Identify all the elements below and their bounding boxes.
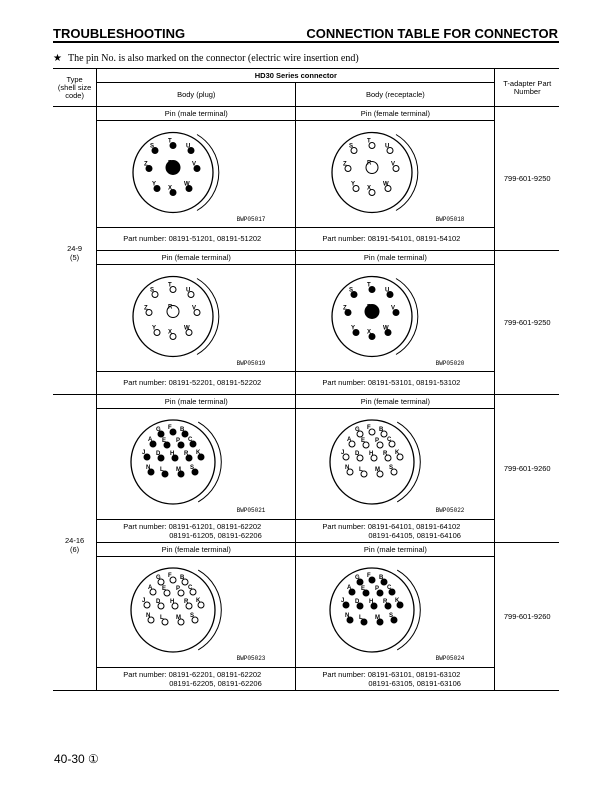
pin-letter: T: [168, 138, 172, 144]
pin-letter: J: [142, 450, 146, 456]
diagram-code: BWP05019: [236, 359, 266, 367]
pin-letter: E: [361, 438, 366, 444]
pin-letter: D: [355, 451, 360, 457]
pin-letter: V: [192, 161, 197, 167]
pin-letter: K: [196, 450, 201, 456]
page-number: 40-30 ①: [54, 752, 99, 766]
pin-letter: K: [395, 598, 400, 604]
pin-letter: R: [184, 451, 189, 457]
connector-shell-edge: [197, 134, 219, 210]
pin-letter: S: [190, 613, 195, 619]
pin-letter: U: [385, 287, 390, 293]
part-number-line: 08191-63105, 08191-63106: [368, 679, 461, 688]
connector-diagram-cell: [97, 557, 296, 668]
pin-letter: W: [383, 325, 390, 331]
part-number-line: 08191-62205, 08191-62206: [169, 679, 262, 688]
pin-letter: C: [387, 585, 392, 591]
pin-label: Pin (female terminal): [97, 543, 296, 557]
connector-shell-edge: [396, 278, 418, 354]
pin-letter: L: [359, 467, 364, 473]
connector-diagram-cell: [296, 265, 495, 372]
pin-letter: W: [184, 325, 190, 331]
pin-letter: N: [345, 465, 350, 471]
connector-diagram: [101, 266, 291, 371]
pin-letter: D: [156, 599, 161, 605]
t-adapter-number: 799-601-9260: [495, 395, 559, 543]
col-receptacle-header: Body (receptacle): [296, 83, 495, 107]
diagram-code: BWP05018: [435, 215, 465, 223]
pin-letter: B: [180, 427, 185, 433]
col-tadapter-header: T-adapter Part Number: [495, 69, 559, 107]
pin-letter: X: [168, 185, 173, 191]
connector-diagram-cell: [296, 557, 495, 668]
pin-letter: F: [168, 425, 172, 431]
connector-diagram-cell: [97, 265, 296, 372]
type-cell: 24-16 (6): [53, 395, 97, 691]
pin-letter: P: [176, 586, 181, 592]
series-header: HD30 Series connector: [97, 69, 495, 83]
diagram-code: BWP05022: [435, 507, 465, 514]
pin-letter: D: [156, 451, 161, 457]
pin-letter: R: [367, 304, 372, 310]
pin-letter: B: [379, 575, 384, 581]
header-rule: [53, 41, 559, 43]
connector-diagram: [300, 266, 490, 371]
pin-letter: M: [375, 615, 381, 621]
connector-diagram-cell: [97, 121, 296, 228]
connector-shell-edge: [398, 422, 421, 502]
pin-letter: Y: [351, 325, 356, 331]
part-number: Part number: 08191-54101, 08191-54102: [296, 228, 495, 251]
connector-diagram: [300, 122, 490, 227]
pin-letter: J: [341, 598, 345, 604]
pin-label: Pin (female terminal): [97, 251, 296, 265]
pin-letter: H: [170, 599, 175, 605]
connector-diagram-cell: [97, 409, 296, 520]
pin-letter: A: [148, 585, 153, 591]
pin-letter: T: [367, 282, 372, 288]
pin-letter: J: [341, 450, 345, 456]
part-number: [296, 668, 495, 691]
connection-table: [53, 68, 559, 691]
pin-letter: A: [347, 437, 352, 443]
pin-letter: F: [367, 425, 372, 431]
diagram-code: BWP05023: [236, 655, 266, 662]
part-number-line: Part number: 08191-63101, 08191-63102: [322, 670, 461, 679]
pin-letter: H: [170, 451, 175, 457]
pin-letter: A: [347, 585, 352, 591]
diagram-code: BWP05020: [435, 359, 465, 367]
pin-letter: G: [355, 427, 361, 433]
pin-letter: F: [168, 573, 172, 579]
type-cell: 24-9 (5): [53, 107, 97, 395]
pin-letter: T: [367, 138, 372, 144]
pin-letter: R: [383, 599, 388, 605]
part-number-line: 08191-61205, 08191-62206: [169, 531, 262, 540]
pin-letter: D: [355, 599, 360, 605]
pin-letter: N: [345, 613, 350, 619]
pin-label: Pin (female terminal): [296, 107, 495, 121]
col-plug-header: Body (plug): [97, 83, 296, 107]
connector-shell-edge: [198, 570, 221, 650]
pin-letter: C: [188, 585, 193, 591]
pin-letter: V: [192, 305, 197, 311]
pin-letter: A: [148, 437, 153, 443]
pin-letter: F: [367, 573, 372, 579]
pin-letter: Z: [343, 161, 348, 167]
pin-letter: Y: [351, 181, 356, 187]
pin-letter: E: [162, 438, 167, 444]
pin-letter: L: [160, 467, 164, 473]
part-number: [97, 668, 296, 691]
connector-diagram: [300, 558, 490, 666]
pin-letter: S: [349, 143, 354, 149]
pin-letter: J: [142, 598, 146, 604]
pin-letter: X: [367, 329, 372, 335]
pin-letter: N: [146, 613, 151, 619]
connector-diagram: [101, 410, 291, 518]
note-text: The pin No. is also marked on the connector (electric wire insertion end): [67, 53, 359, 64]
pin-letter: P: [375, 586, 380, 592]
header-section-title: TROUBLESHOOTING: [53, 26, 186, 41]
header-page-title: CONNECTION TABLE FOR CONNECTOR: [306, 26, 558, 41]
pin-label: Pin (male terminal): [296, 543, 495, 557]
pin-letter: G: [156, 427, 161, 433]
pin-letter: U: [186, 143, 191, 149]
pin-letter: B: [379, 427, 384, 433]
pin-letter: S: [150, 143, 155, 149]
t-adapter-number: 799-601-9260: [495, 543, 559, 691]
pin-letter: R: [383, 451, 388, 457]
pin-letter: M: [176, 615, 182, 621]
pin-letter: B: [180, 575, 185, 581]
pin-letter: W: [383, 181, 390, 187]
pin-letter: Z: [144, 161, 148, 167]
pin-label: Pin (male terminal): [296, 251, 495, 265]
pin-letter: W: [184, 181, 190, 187]
pin-letter: G: [355, 575, 361, 581]
part-number: Part number: 08191-51201, 08191-51202: [97, 228, 296, 251]
connector-shell-edge: [197, 278, 219, 354]
part-number-line: Part number: 08191-62201, 08191-62202: [123, 670, 262, 679]
connector-shell-edge: [198, 422, 221, 502]
pin-letter: V: [391, 161, 396, 167]
pin-letter: U: [385, 143, 390, 149]
diagram-code: BWP05024: [435, 655, 465, 662]
pin-letter: S: [389, 465, 394, 471]
pin-letter: E: [361, 586, 366, 592]
part-number-line: Part number: 08191-61201, 08191-62202: [123, 522, 262, 531]
pin-letter: T: [168, 282, 172, 288]
t-adapter-number: 799-601-9250: [495, 107, 559, 251]
t-adapter-number: 799-601-9250: [495, 251, 559, 395]
pin-letter: C: [387, 437, 392, 443]
pin-letter: P: [176, 438, 181, 444]
connector-diagram-cell: [296, 409, 495, 520]
pin-letter: L: [160, 615, 164, 621]
part-number: [296, 520, 495, 543]
part-number: Part number: 08191-53101, 08191-53102: [296, 372, 495, 395]
pin-letter: R: [184, 599, 189, 605]
pin-label: Pin (female terminal): [296, 395, 495, 409]
pin-letter: R: [367, 160, 372, 166]
pin-letter: U: [186, 287, 191, 293]
part-number: [97, 520, 296, 543]
pin-letter: S: [150, 287, 155, 293]
pin-label: Pin (male terminal): [97, 395, 296, 409]
pin-letter: H: [369, 451, 374, 457]
part-number: Part number: 08191-52201, 08191-52202: [97, 372, 296, 395]
pin-letter: Z: [343, 305, 348, 311]
pin-letter: K: [395, 450, 400, 456]
pin-letter: S: [349, 287, 354, 293]
pin-letter: V: [391, 305, 396, 311]
pin-letter: Y: [152, 181, 157, 187]
pin-letter: L: [359, 615, 364, 621]
pin-letter: R: [168, 304, 173, 310]
col-type-header: Type (shell size code): [53, 69, 97, 107]
pin-letter: M: [375, 467, 381, 473]
pin-letter: E: [162, 586, 167, 592]
part-number-line: 08191-64105, 08191-64106: [368, 531, 461, 540]
pin-letter: C: [188, 437, 193, 443]
connector-diagram-cell: [296, 121, 495, 228]
part-number-line: Part number: 08191-64101, 08191-64102: [322, 522, 461, 531]
pin-letter: N: [146, 465, 151, 471]
star-icon: ★: [53, 53, 62, 64]
pin-letter: Z: [144, 305, 148, 311]
connector-diagram: [101, 122, 291, 227]
connector-shell-edge: [398, 570, 421, 650]
pin-letter: Y: [152, 325, 157, 331]
pin-label: Pin (male terminal): [97, 107, 296, 121]
pin-letter: P: [375, 438, 380, 444]
diagram-code: BWP05021: [236, 507, 266, 514]
pin-letter: S: [190, 465, 195, 471]
pin-letter: H: [369, 599, 374, 605]
note: [53, 53, 359, 64]
connector-diagram: [101, 558, 291, 666]
pin-letter: X: [367, 185, 372, 191]
pin-letter: K: [196, 598, 201, 604]
pin-letter: M: [176, 467, 182, 473]
pin-letter: R: [168, 160, 173, 166]
connector-diagram: [300, 410, 490, 518]
connector-shell-edge: [396, 134, 418, 210]
pin-letter: G: [156, 575, 161, 581]
pin-letter: S: [389, 613, 394, 619]
diagram-code: BWP05017: [236, 215, 266, 223]
pin-letter: X: [168, 329, 173, 335]
